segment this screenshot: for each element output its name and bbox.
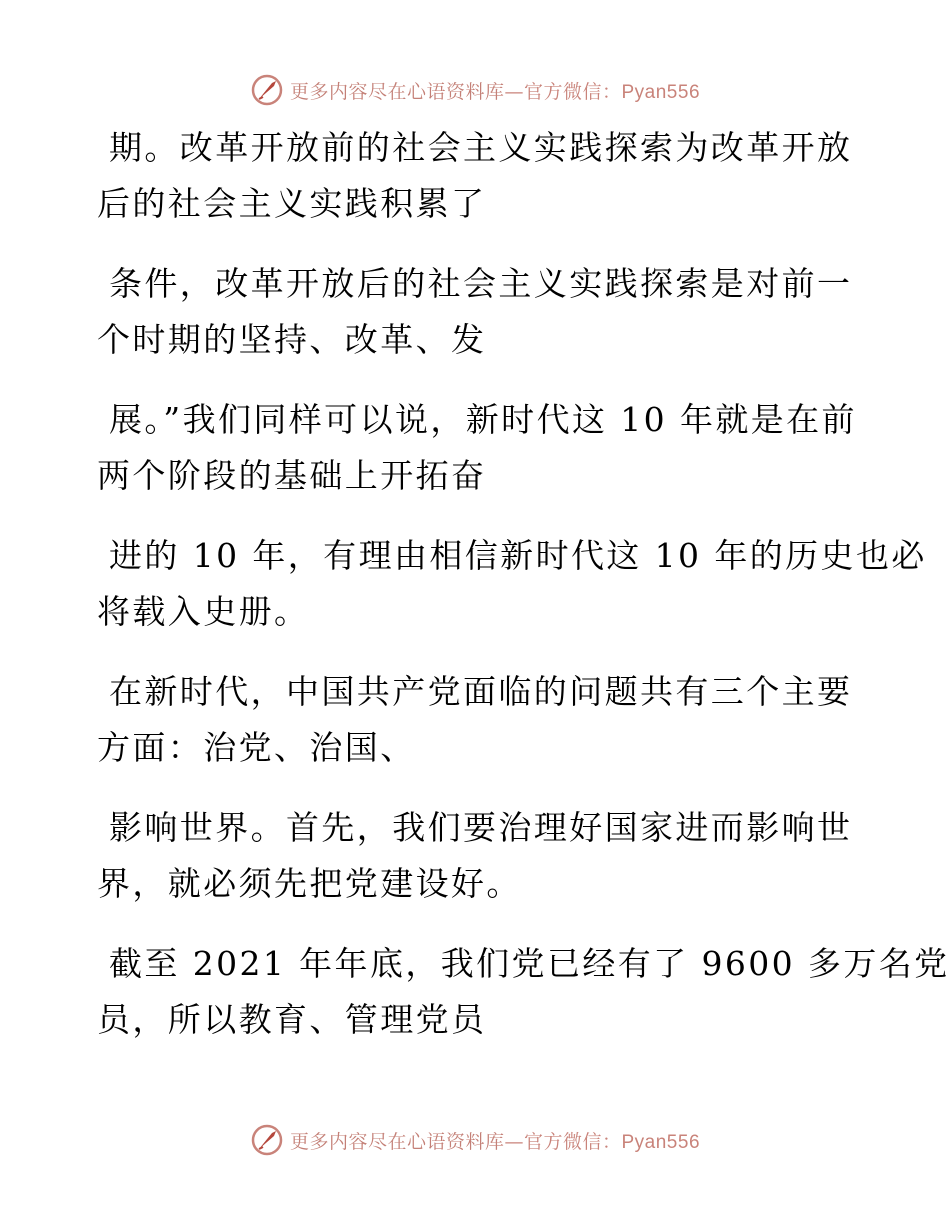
paragraph: [97, 936, 950, 1048]
paragraph-line: 个时期的坚持、改革、发: [97, 320, 487, 359]
watermark-brand: 更多内容尽在心语资料库: [289, 1130, 505, 1153]
watermark-brand: 更多内容尽在心语资料库: [289, 80, 505, 103]
watermark-text: [290, 77, 700, 104]
paragraph-line: 方面：治党、治国、: [97, 728, 416, 767]
paragraph-line: 截至 2021 年年底，我们党已经有了 9600 多万名党: [109, 944, 950, 983]
footer-watermark: [0, 1120, 950, 1160]
paragraph-line: 在新时代，中国共产党面临的问题共有三个主要: [109, 672, 853, 711]
watermark-dash: —: [504, 80, 524, 103]
quill-pen-logo-icon: [250, 73, 284, 107]
paragraph: [97, 392, 867, 504]
watermark-wechat-label: 官方微信：: [523, 80, 622, 103]
paragraph-line: 两个阶段的基础上开拓奋: [97, 456, 487, 495]
paragraph: [97, 664, 867, 776]
document-body: [97, 120, 950, 1072]
watermark-text: [290, 1127, 700, 1154]
paragraph-line: 界，就必须先把党建设好。: [97, 864, 522, 903]
watermark-wechat-id: Pyan556: [621, 81, 701, 103]
quill-pen-logo-icon: [250, 1123, 284, 1157]
paragraph-line: 员，所以教育、管理党员: [97, 1000, 487, 1039]
paragraph-line: 影响世界。首先，我们要治理好国家进而影响世: [109, 808, 853, 847]
paragraph-line: 后的社会主义实践积累了: [97, 184, 487, 223]
watermark-wechat-label: 官方微信：: [523, 1130, 622, 1153]
paragraph: [97, 256, 867, 368]
paragraph-line: 展。”我们同样可以说，新时代这 10 年就是在前: [109, 400, 857, 439]
watermark-dash: —: [504, 1130, 524, 1153]
header-watermark: [0, 70, 950, 110]
watermark-wechat-id: Pyan556: [621, 1131, 701, 1153]
paragraph: [97, 800, 867, 912]
paragraph-line: 进的 10 年，有理由相信新时代这 10 年的历史也必: [109, 536, 927, 575]
paragraph-line: 条件，改革开放后的社会主义实践探索是对前一: [109, 264, 853, 303]
paragraph-line: 期。改革开放前的社会主义实践探索为改革开放: [109, 128, 853, 167]
paragraph: [97, 120, 867, 232]
paragraph-line: 将载入史册。: [97, 592, 310, 631]
paragraph: [97, 528, 927, 640]
